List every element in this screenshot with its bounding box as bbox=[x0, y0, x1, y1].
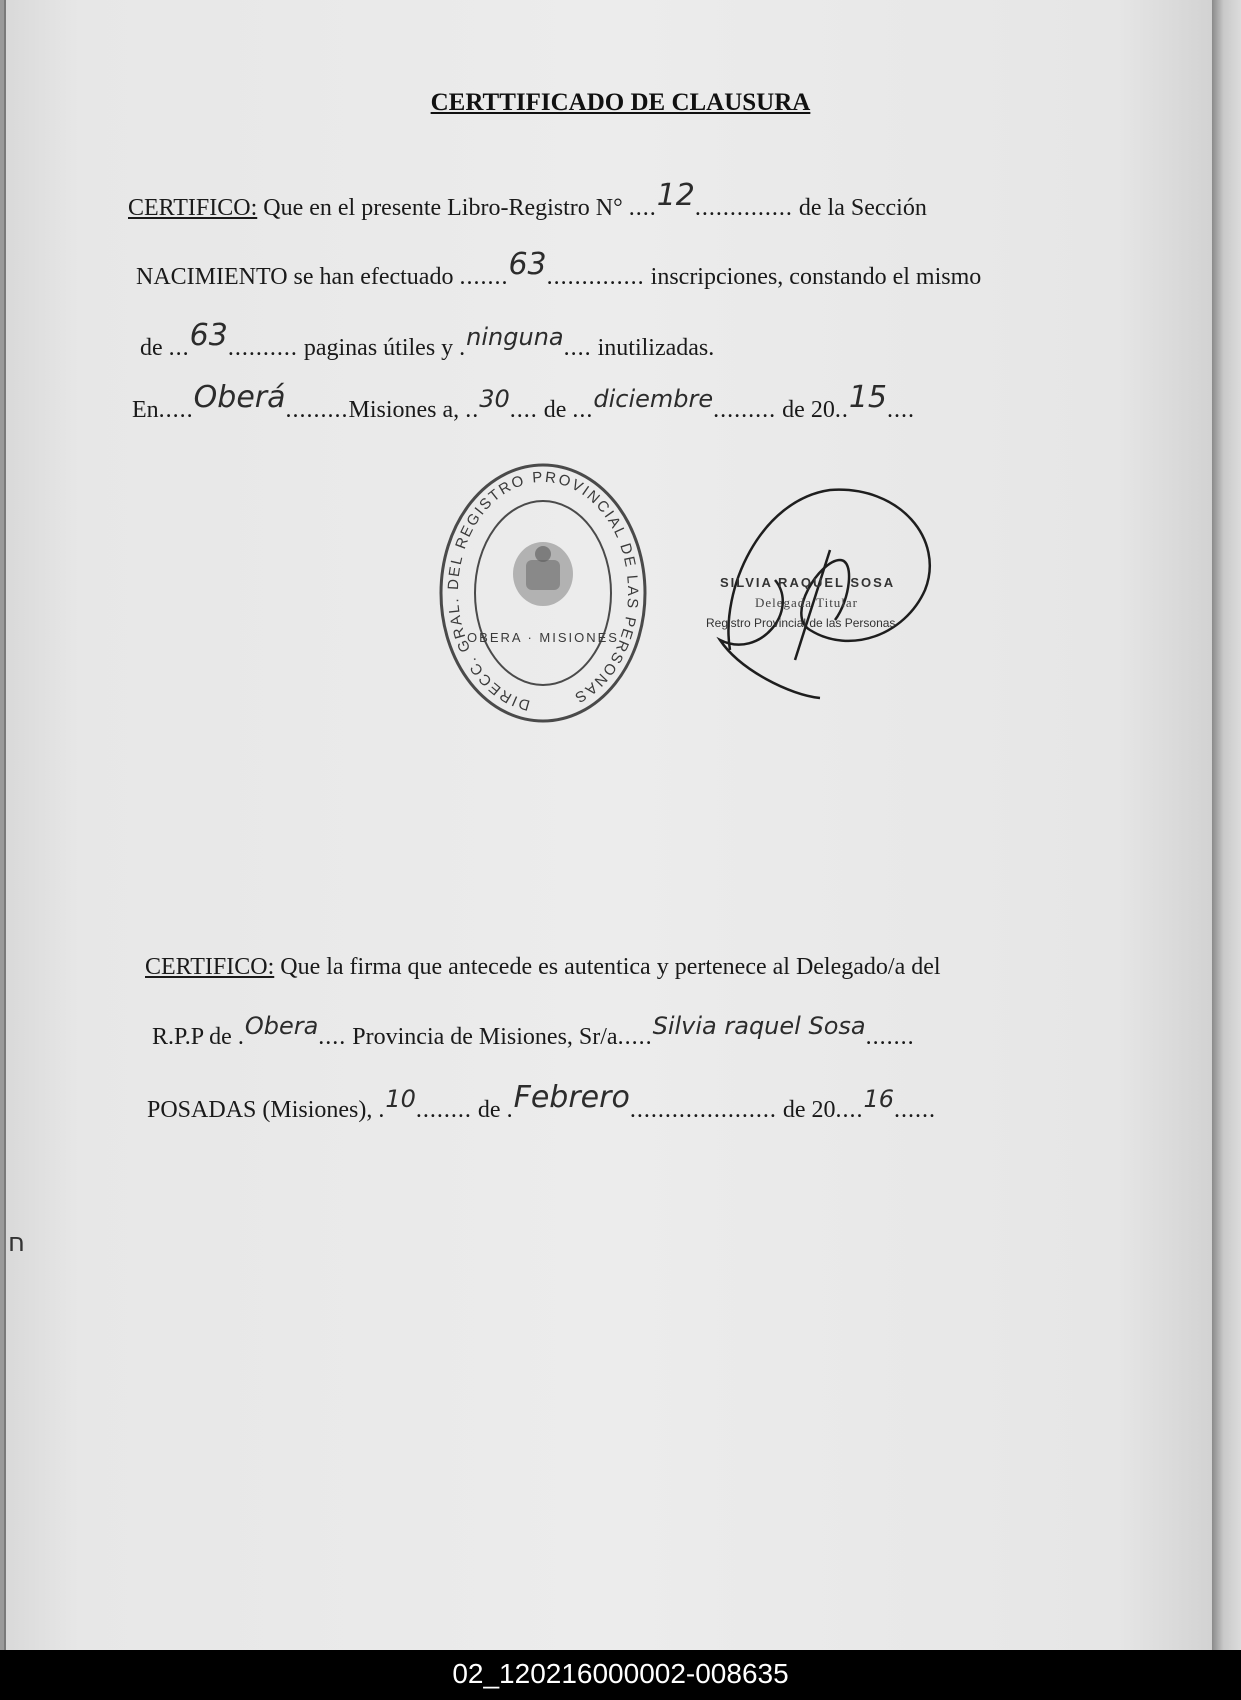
s2-dots-10: ...... bbox=[894, 1097, 937, 1123]
s1-dots-5: ... bbox=[168, 335, 190, 361]
s2-dots-9: .... bbox=[835, 1097, 864, 1123]
s2-dots-5: . bbox=[378, 1097, 386, 1123]
handwritten-month: diciembre bbox=[593, 385, 714, 413]
s2-text-3c: de 20 bbox=[776, 1097, 836, 1123]
handwritten-useful-pages: 63 bbox=[189, 318, 228, 353]
handwritten-year: 15 bbox=[848, 380, 888, 415]
s1-text-2b: inscripciones, constando el mismo bbox=[644, 264, 982, 290]
handwritten-rpp-city: Obera bbox=[244, 1012, 319, 1040]
handwritten-year-2: 16 bbox=[863, 1085, 895, 1113]
handwritten-inscriptions: 63 bbox=[508, 247, 547, 282]
s1-dots-15: .. bbox=[834, 397, 849, 423]
margin-mark: ח bbox=[8, 1228, 25, 1258]
handwritten-city: Oberá bbox=[193, 380, 286, 415]
page-edge bbox=[1212, 0, 1241, 1650]
handwritten-day: 30 bbox=[479, 385, 510, 413]
s1-text-3a: de bbox=[140, 335, 169, 361]
s1-text-4c: de bbox=[537, 397, 573, 423]
s2-text-3b: de bbox=[471, 1097, 507, 1123]
s1-text-1b: de la Sección bbox=[792, 195, 927, 221]
s1-dots-13: ... bbox=[572, 397, 594, 423]
s1-text-1a: Que en el presente Libro-Registro N° bbox=[257, 195, 629, 221]
s1-text-4a: En bbox=[132, 397, 159, 423]
s1-text-2a: NACIMIENTO se han efectuado bbox=[136, 264, 460, 290]
s1-dots-11: .. bbox=[465, 397, 480, 423]
handwritten-book-number: 12 bbox=[656, 178, 695, 213]
s1-dots-8: .... bbox=[563, 335, 592, 361]
s1-dots-12: .... bbox=[509, 397, 538, 423]
signature-stamp-name: SILVIA RAQUEL SOSA bbox=[720, 575, 896, 590]
s1-text-3b: paginas útiles y bbox=[297, 335, 460, 361]
s2-dots-1: . bbox=[237, 1024, 245, 1050]
signature-stamp-org: Registro Provincial de las Personas bbox=[706, 616, 896, 630]
stamp-ring-text: DIRECC. GRAL. DEL REGISTRO PROVINCIAL DE LAS PERSONAS bbox=[444, 468, 642, 714]
s1-text-3c: inutilizadas. bbox=[591, 335, 715, 361]
s1-line-2 bbox=[136, 247, 982, 292]
s1-dots-3: ....... bbox=[459, 264, 509, 290]
document-id: 02_120216000002-008635 bbox=[452, 1658, 789, 1689]
s2-dots-4: ....... bbox=[865, 1024, 915, 1050]
s2-dots-8: ..................... bbox=[629, 1097, 777, 1123]
s1-text-4b: Misiones a, bbox=[348, 397, 466, 423]
handwritten-person: Silvia raquel Sosa bbox=[652, 1012, 866, 1040]
s1-dots-9: ..... bbox=[158, 397, 194, 423]
s2-text-3a: POSADAS (Misiones), bbox=[147, 1097, 379, 1123]
s2-line-2 bbox=[152, 1012, 915, 1051]
s2-text-1: Que la firma que antecede es autentica y pertenece al Delegado/a del bbox=[274, 954, 941, 980]
s1-dots-2: .............. bbox=[694, 195, 793, 221]
s2-lead: CERTIFICO: bbox=[145, 954, 275, 980]
s1-dots-1: .... bbox=[628, 195, 657, 221]
stamp-inner-text: OBERA · MISIONES bbox=[467, 630, 619, 645]
s1-dots-7: . bbox=[459, 335, 467, 361]
s1-dots-6: .......... bbox=[227, 335, 298, 361]
s1-dots-10: ......... bbox=[285, 397, 349, 423]
s2-dots-3: ..... bbox=[617, 1024, 653, 1050]
s2-line-3 bbox=[147, 1080, 937, 1125]
s1-line-3 bbox=[140, 318, 715, 363]
s1-lead: CERTIFICO: bbox=[128, 195, 258, 221]
s2-line-1 bbox=[145, 954, 941, 981]
signature-stamp-role: Delegada Titular bbox=[755, 595, 859, 610]
s2-dots-2: .... bbox=[318, 1024, 347, 1050]
s2-dots-6: ........ bbox=[415, 1097, 472, 1123]
handwritten-voided-pages: ninguna bbox=[466, 323, 564, 351]
handwritten-month-2: Febrero bbox=[513, 1080, 630, 1115]
s1-text-4d: de 20 bbox=[776, 397, 835, 423]
s1-line-4 bbox=[132, 380, 916, 425]
s1-dots-14: ......... bbox=[713, 397, 777, 423]
s1-dots-4: .............. bbox=[546, 264, 645, 290]
s2-dots-7: . bbox=[506, 1097, 514, 1123]
s1-line-1 bbox=[128, 178, 927, 223]
s2-text-2a: R.P.P de bbox=[152, 1024, 238, 1050]
coat-of-arms-icon bbox=[513, 542, 573, 606]
document-page bbox=[4, 0, 1214, 1650]
s1-dots-16: .... bbox=[887, 397, 916, 423]
footer-bar bbox=[0, 1650, 1241, 1700]
official-stamp-graphic bbox=[438, 462, 648, 724]
s2-text-2b: Provincia de Misiones, Sr/a bbox=[346, 1024, 618, 1050]
handwritten-day-2: 10 bbox=[385, 1085, 416, 1113]
official-stamp bbox=[438, 462, 648, 724]
document-title: CERTTIFICADO DE CLAUSURA bbox=[430, 89, 811, 116]
